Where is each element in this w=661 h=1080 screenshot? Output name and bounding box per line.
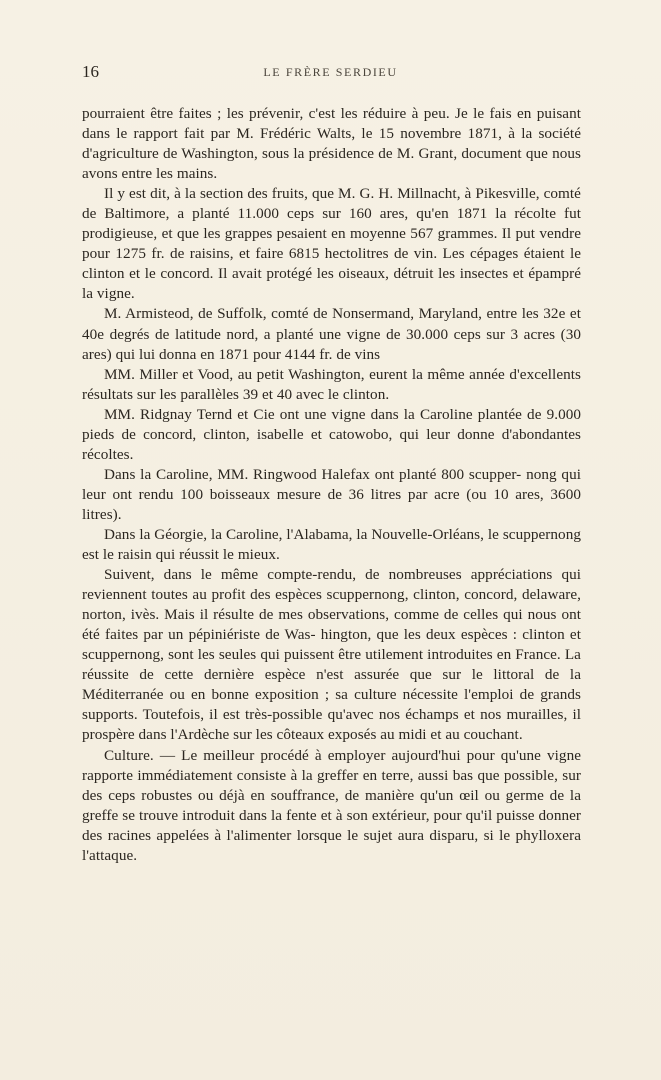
text-line: exposés au midi et au couchant. <box>327 726 523 744</box>
paragraph <box>82 304 581 364</box>
paragraph <box>82 184 581 304</box>
text-line: M. Armisteod, de Suffolk, comté de Nonsermand, Maryland, entre <box>104 305 518 323</box>
text-line: de manière qu'un œil ou germe de la greffe se trouve introduit dans <box>82 786 581 824</box>
text-line: la vigne. <box>82 285 135 303</box>
paragraph <box>82 365 581 405</box>
text-line: les 32e et 40e degrés de latitude nord, a planté une vigne de 30.000 <box>82 305 581 343</box>
text-line: présidence de M. Grant, document que nous avons entre les mains. <box>82 145 581 183</box>
text-line: plantée de 9.000 pieds de concord, clinton, isabelle et catowobo, qui <box>82 405 581 443</box>
text-line: Culture. — Le meilleur procédé à employer aujourd'hui pour <box>104 746 495 764</box>
text-line: seules qui puissent être utilement introduites en France. La réussite <box>82 646 581 684</box>
text-line: concord, delaware, norton, ivès. Mais il résulte de mes observations, <box>82 586 581 624</box>
page-header <box>82 62 579 84</box>
text-line: qui reviennent toutes au profit des espèces scuppernong, clinton, <box>82 566 581 604</box>
text-line: qu'en 1871 la récolte fut prodigieuse, et que les grappes pesaient en <box>82 205 581 243</box>
text-line: scuppernong est le raisin qui réussit le mieux. <box>82 525 581 564</box>
text-line: Méditerranée ou en bonne exposition ; sa culture nécessite l'emploi <box>82 686 514 704</box>
body-text <box>82 104 581 866</box>
text-line: Il y est dit, à la section des fruits, que M. G. H. Millnacht, à <box>104 185 472 203</box>
text-line: Pikesville, comté de Baltimore, a planté 11.000 ceps sur 160 ares, <box>82 185 581 223</box>
text-line: appelées à l'alimenter lorsque le sujet aura disparu, si le phylloxera <box>156 826 581 844</box>
text-line: de grands supports. Toutefois, il est très-possible qu'avec nos <box>82 686 581 724</box>
text-line: pourraient être faites ; les prévenir, c'est les réduire à peu. Je le <box>82 105 485 122</box>
page-number: 16 <box>82 62 99 81</box>
text-line: d'excellents résultats sur les parallèles 39 et 40 avec le clinton. <box>82 365 581 403</box>
text-line: échamps et nos murailles, il prospère dans l'Ardèche sur les côteaux <box>82 706 581 744</box>
text-line: faire 6815 hectolitres de vin. Les cépages étaient le clinton et le <box>82 245 582 283</box>
paragraph <box>82 104 581 184</box>
text-line: (ou 10 ares, 3600 litres). <box>82 485 581 523</box>
text-line: leur donne d'abondantes récoltes. <box>82 425 582 463</box>
text-line: ceps sur 3 acres (30 ares) qui lui donna en 1871 pour 4144 fr. de vins <box>82 325 581 363</box>
text-line: qu'une vigne rapporte immédiatement consiste à la greffer en terre, <box>82 746 582 784</box>
text-line: MM. Miller et Vood, au petit Washington, eurent la même année <box>104 365 505 383</box>
text-line: novembre 1871, à la société d'agriculture de Washington, sous la <box>82 125 581 163</box>
text-line: concord. Il avait protégé les oiseaux, détruit les insectes et épampré <box>160 265 581 283</box>
text-line: comme de celles qui nous ont été faites par un pépiniériste de Was- <box>82 606 582 644</box>
text-line: l'attaque. <box>82 846 138 864</box>
paragraph <box>82 465 581 525</box>
text-line: la fente et à son extérieur, pour qu'il puisse donner des racines <box>82 806 581 844</box>
paragraph <box>82 405 581 465</box>
paragraph <box>82 525 581 565</box>
text-line: aussi bas que possible, sur des ceps robustes ou déjà en souffrance, <box>82 766 581 804</box>
text-line: hington, que les deux espèces : clinton et scuppernong, sont les <box>82 626 581 664</box>
paragraph <box>82 746 581 866</box>
text-line: nong qui leur ont rendu 100 boisseaux mesure de 36 litres par acre <box>82 465 581 503</box>
text-line: moyenne 567 grammes. Il put vendre pour 1275 fr. de raisins, et <box>82 225 582 263</box>
text-line: Suivent, dans le même compte-rendu, de nombreuses appréciations <box>104 566 553 584</box>
text-line: Dans la Caroline, MM. Ringwood Halefax ont planté 800 scupper- <box>104 465 522 483</box>
text-line: Dans la Géorgie, la Caroline, l'Alabama, la Nouvelle-Orléans, le <box>104 525 499 543</box>
text-line: MM. Ridgnay Ternd et Cie ont une vigne dans la Caroline <box>104 405 473 423</box>
text-line: de cette dernière espèce n'est assurée que sur le littoral de la <box>139 666 581 684</box>
text-line: fais en puisant dans le rapport fait par M. Frédéric Walts, le 15 <box>82 105 581 143</box>
paragraph <box>82 565 581 745</box>
running-head: LE FRÈRE SERDIEU <box>263 65 398 79</box>
